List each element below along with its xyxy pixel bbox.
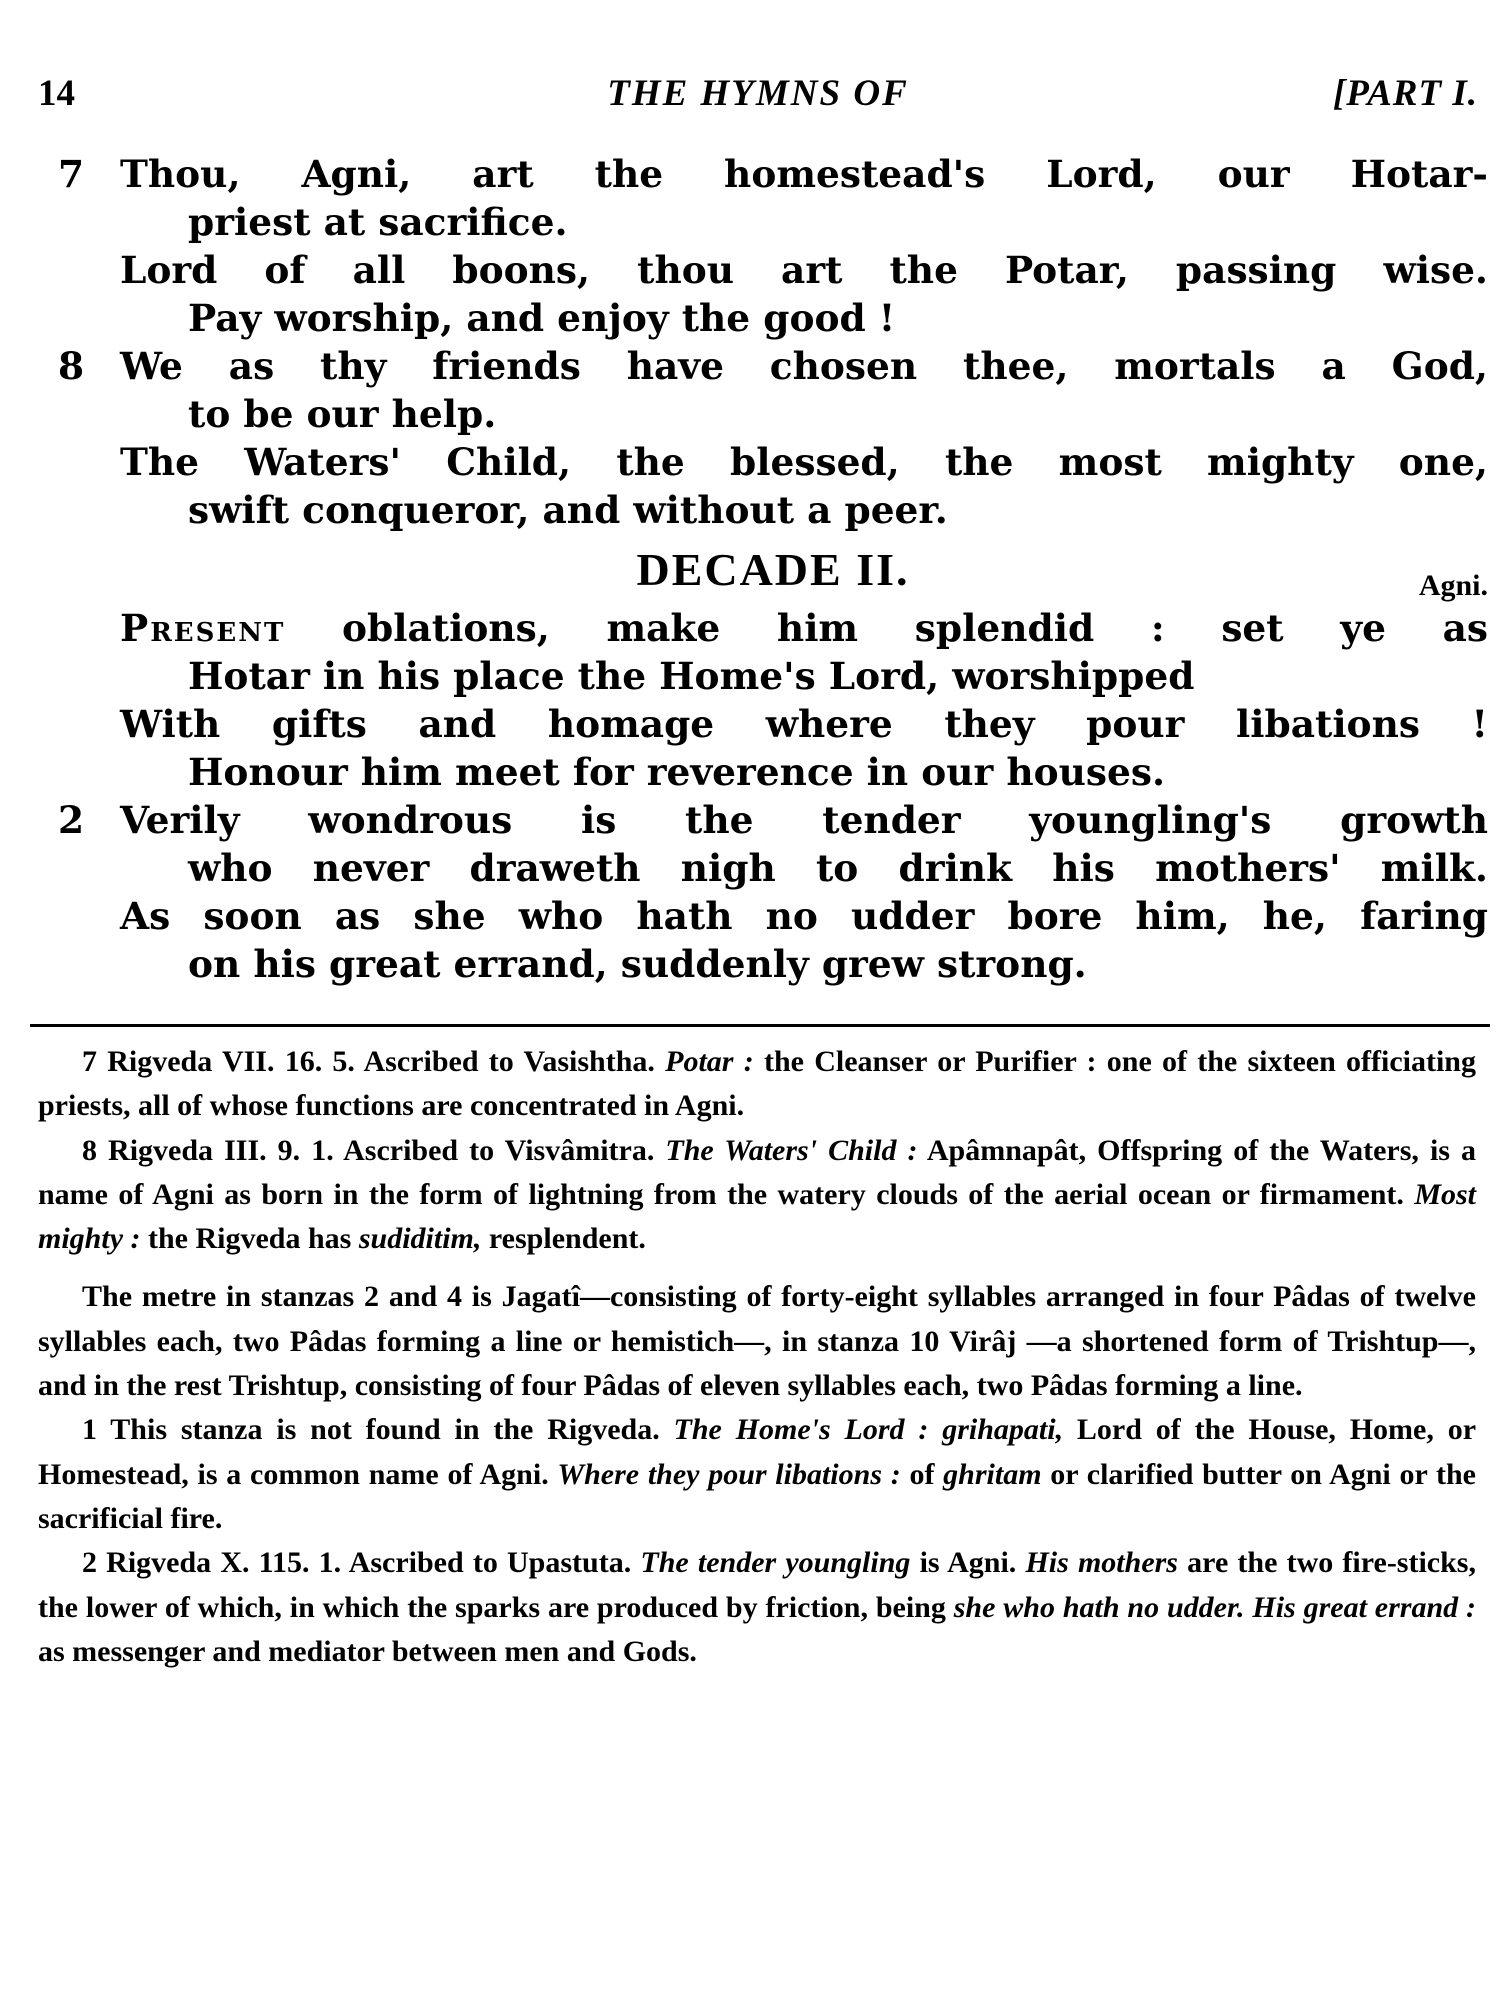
verse-2-line-2: who never draweth nigh to drink his mothers' milk. [188, 846, 1488, 890]
running-header [38, 72, 1478, 122]
footnotes [38, 1040, 1476, 1674]
notes-divider [30, 1024, 1490, 1027]
running-title: THE HYMNS OF [607, 73, 909, 114]
verse-7-line-2: priest at sacrifice. [188, 200, 568, 244]
deity-label: Agni. [1418, 569, 1488, 602]
verse-8-line-4: swift conqueror, and without a peer. [188, 488, 948, 532]
verse-number: 8 [58, 344, 85, 388]
verse-2-line-3: As soon as she who hath no udder bore him, he, faring [120, 894, 1488, 938]
hymn-verses [58, 150, 1488, 988]
decade-heading [58, 542, 1488, 604]
decade-title: DECADE II. [636, 544, 910, 595]
verse-number: 2 [58, 798, 85, 842]
verse-7-line-3: Lord of all boons, thou art the Potar, passing wise. [120, 248, 1488, 292]
verse-7-line-1: 7 Thou, Agni, art the homestead's Lord, our Hotar- [58, 152, 1488, 196]
note-8: 8 Rigveda III. 9. 1. Ascribed to Visvâmitra. The Waters' Child : Apâmnapât, Offspring of the Waters, is a name of Agni as born in the form of lightning from the watery clouds of the aerial ocean or firmament. Most mighty : the Rigveda has sudiditim, resplendent. [38, 1133, 1477, 1256]
verse-8-line-1: 8 We as thy friends have chosen thee, mortals a God, [58, 344, 1488, 388]
verse-1-line-1: Present oblations, make him splendid : set ye as [120, 606, 1488, 650]
note-1: 1 This stanza is not found in the Rigveda. The Home's Lord : grihapati, Lord of the House, Home, or Homestead, is a common name of Agni. Where they pour libations : of ghritam or clarified butter on Agni or the sacrificial fire. [38, 1413, 1477, 1535]
part-label: [PART I. [1332, 73, 1478, 114]
initial-word: Present [120, 606, 286, 650]
verse-1-line-3: With gifts and homage where they pour libations ! [120, 702, 1488, 746]
verse-2-line-4: on his great errand, suddenly grew strong. [188, 942, 1087, 986]
verse-number: 7 [58, 152, 85, 196]
page-number: 14 [38, 73, 75, 114]
note-7: 7 Rigveda VII. 16. 5. Ascribed to Vasishtha. Potar : the Cleanser or Purifier : one of the sixteen officiating priests, all of whose functions are concentrated in Agni. [38, 1045, 1476, 1123]
verse-1-line-4: Honour him meet for reverence in our houses. [188, 750, 1165, 794]
verse-7-line-4: Pay worship, and enjoy the good ! [188, 296, 896, 340]
verse-1-line-2: Hotar in his place the Home's Lord, worshipped [188, 654, 1195, 698]
verse-2-line-1: 2 Verily wondrous is the tender youngling's growth [58, 798, 1488, 842]
metre-note: The metre in stanzas 2 and 4 is Jagatî—consisting of forty-eight syllables arranged in four Pâdas of twelve syllables each, two Pâdas forming a line or hemistich—, in stanza 10 Virâj —a shortened form of Trishtup—, and in the rest Trishtup, consisting of four Pâdas of eleven syllables each, two Pâdas forming a line. [38, 1280, 1476, 1403]
verse-8-line-3: The Waters' Child, the blessed, the most mighty one, [120, 440, 1488, 484]
verse-8-line-2: to be our help. [188, 392, 497, 436]
note-2: 2 Rigveda X. 115. 1. Ascribed to Upastuta. The tender youngling is Agni. His mothers are the two fire-sticks, the lower of which, in which the sparks are produced by friction, being she who hath no udder. His great errand : as messenger and mediator between men and Gods. [38, 1546, 1477, 1668]
